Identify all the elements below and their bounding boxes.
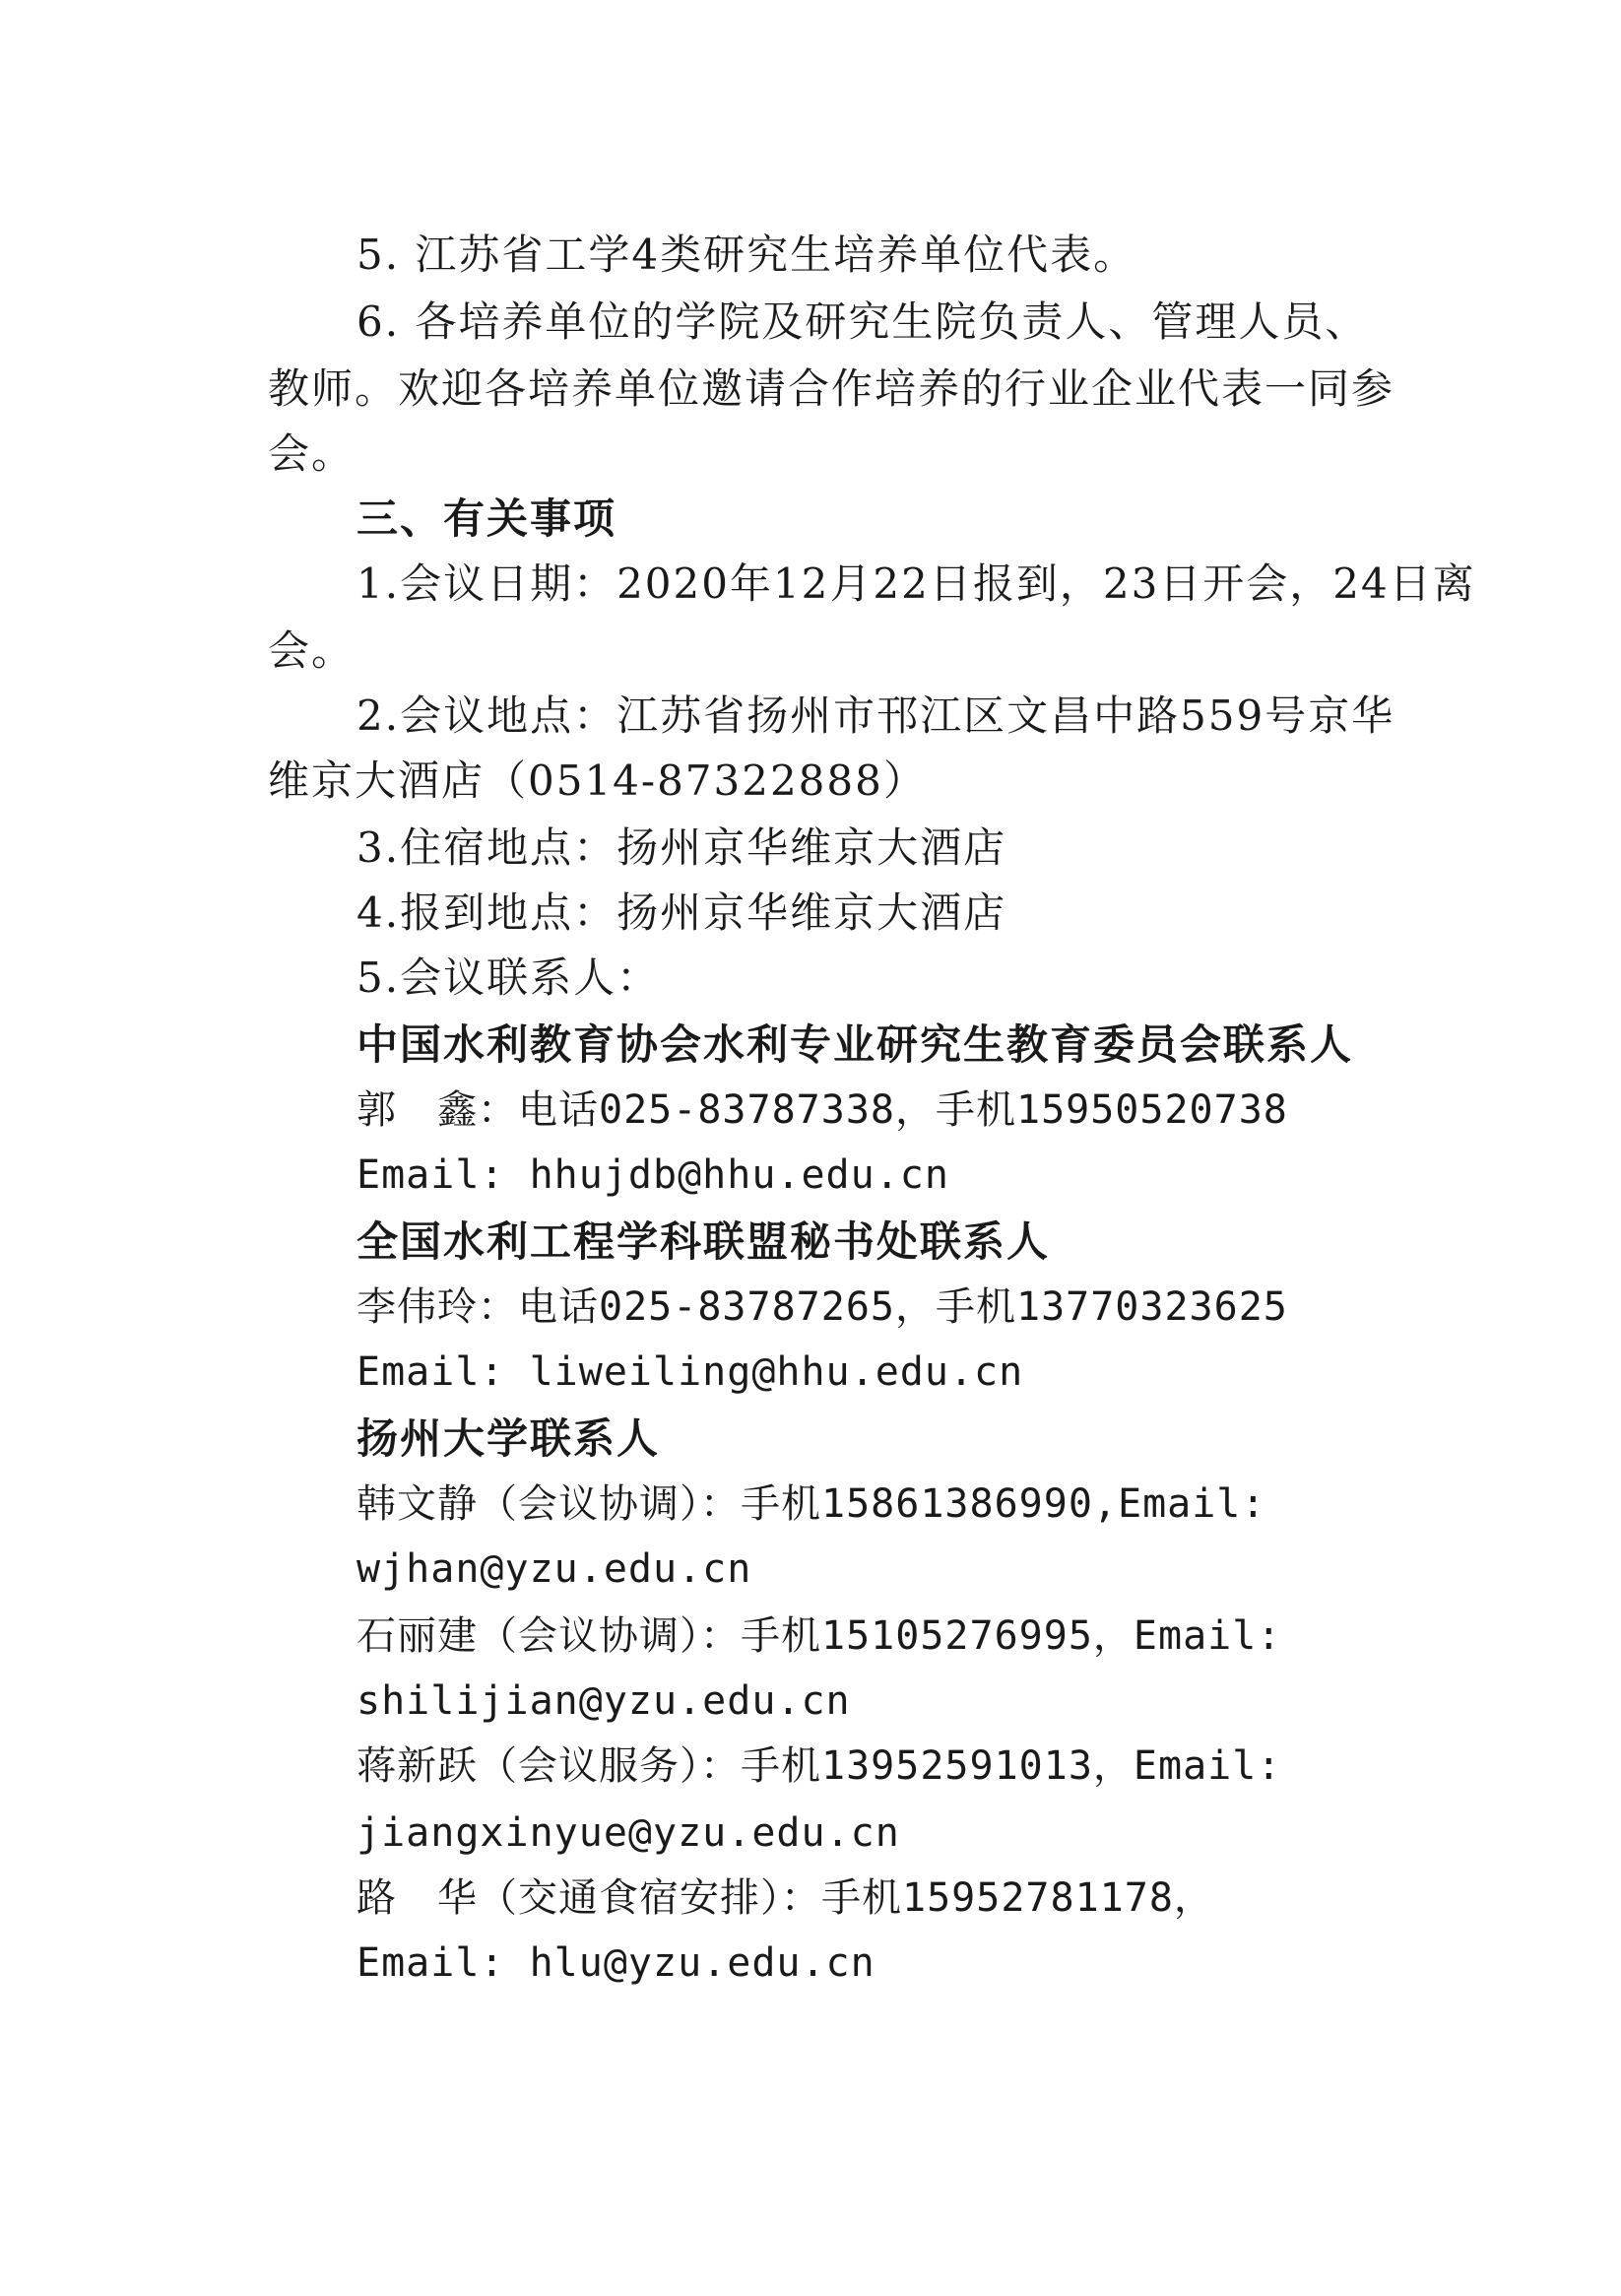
contact-shi-lijian-email: shilijian@yzu.edu.cn <box>357 1678 851 1724</box>
contact-li-weiling-email: Email: liweiling@hhu.edu.cn <box>357 1349 1024 1395</box>
contact-group-3-title: 扬州大学联系人 <box>357 1414 661 1463</box>
item-6-line-1: 6. 各培养单位的学院及研究生院负责人、管理人员、 <box>357 297 1369 346</box>
contact-han-wenjing: 韩文静（会议协调）：手机15861386990,Email: <box>357 1481 1266 1527</box>
checkin-location: 4.报到地点：扬州京华维京大酒店 <box>357 888 1007 937</box>
contact-jiang-xinyue: 蒋新跃（会议服务）：手机13952591013，Email: <box>357 1743 1282 1789</box>
contact-han-wenjing-email: wjhan@yzu.edu.cn <box>357 1546 752 1592</box>
contact-shi-lijian: 石丽建（会议协调）：手机15105276995，Email: <box>357 1613 1282 1659</box>
meeting-date-line-2: 会。 <box>268 626 356 675</box>
contacts-label: 5.会议联系人： <box>357 953 661 1002</box>
item-5-text: 5. 江苏省工学4类研究生培养单位代表。 <box>357 230 1137 279</box>
section-3-heading: 三、有关事项 <box>357 494 617 543</box>
item-6-line-2: 教师。欢迎各培养单位邀请合作培养的行业企业代表一同参 <box>268 364 1395 413</box>
meeting-date-line-1: 1.会议日期：2020年12月22日报到，23日开会，24日离 <box>357 559 1476 608</box>
contact-guo-xin-email: Email: hhujdb@hhu.edu.cn <box>357 1152 949 1198</box>
contact-lu-hua: 路 华（交通食宿安排）：手机15952781178， <box>357 1875 1214 1921</box>
contact-group-2-title: 全国水利工程学科联盟秘书处联系人 <box>357 1217 1051 1266</box>
item-6-line-3: 会。 <box>268 429 356 478</box>
contact-lu-hua-email: Email: hlu@yzu.edu.cn <box>357 1940 875 1986</box>
contact-guo-xin: 郭 鑫：电话025-83787338，手机15950520738 <box>357 1087 1288 1133</box>
meeting-venue-line-1: 2.会议地点：江苏省扬州市邗江区文昌中路559号京华 <box>357 691 1395 740</box>
lodging-location: 3.住宿地点：扬州京华维京大酒店 <box>357 823 1007 872</box>
contact-group-1-title: 中国水利教育协会水利专业研究生教育委员会联系人 <box>357 1020 1354 1069</box>
contact-li-weiling: 李伟玲：电话025-83787265，手机13770323625 <box>357 1284 1288 1330</box>
contact-jiang-xinyue-email: jiangxinyue@yzu.edu.cn <box>357 1810 900 1856</box>
meeting-venue-line-2: 维京大酒店（0514-87322888） <box>268 756 927 805</box>
